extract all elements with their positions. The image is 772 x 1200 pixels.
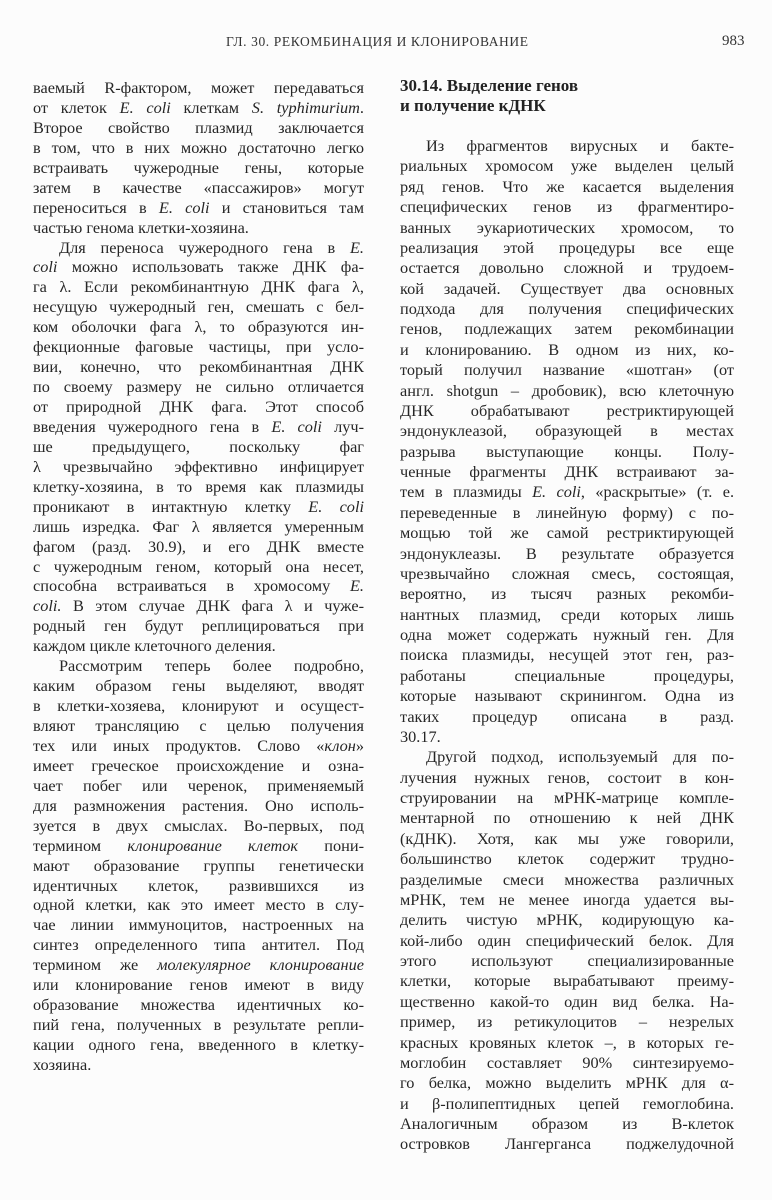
text-segment: кации одного гена, введенного в клетку- [33,1035,364,1054]
text-line [33,198,364,218]
italic-text: E. coli [158,197,210,217]
text-line [400,605,734,625]
text-segment: специфических генов из фрагментиро- [400,197,734,217]
text-line [400,707,734,727]
italic-text: E. [349,237,364,257]
text-segment: островков Лангерганса поджелудочной [400,1134,734,1154]
text-line [33,357,364,377]
text-line [400,279,734,299]
text-segment: и становиться там [209,197,365,217]
text-line [400,849,734,869]
text-line [400,1094,734,1114]
text-segment: струировании на мРНК-матрице компле- [400,788,734,807]
text-line [400,442,734,462]
text-line [400,544,734,564]
text-segment: клетку-хозяина, в то время как плазмиды [33,476,364,496]
text-segment: подхода для получения специфических [400,299,734,318]
text-line [400,401,734,421]
text-segment: торый получил название «шотган» (от [400,360,734,380]
text-line [33,935,364,955]
text-segment: встраивать чужеродные гены, которые [33,157,364,177]
text-line [400,462,734,482]
text-segment: ком оболочки фага λ, то образуются ин- [33,317,364,337]
text-line [33,676,364,696]
text-segment: ментарной по отношению к ней ДНК [400,808,734,828]
text-line [33,218,364,238]
text-segment: » [355,735,364,755]
italic-text: E. [349,576,364,596]
text-segment: Для переноса чужеродного гена в [59,237,350,257]
text-segment: термином же [33,955,158,975]
right-column [400,136,734,1155]
text-segment: мощью той же самой рестриктирующей [400,523,734,543]
text-segment: переведенные в линейную форму) с по- [400,502,734,522]
text-line [400,1053,734,1073]
text-segment: фагом (разд. 30.9), и его ДНК вместе [33,536,364,556]
text-segment: идентичных клеток, развившихся из [33,875,364,895]
text-line [33,576,364,596]
text-segment: затем в качестве «пассажиров» могут [33,177,364,197]
text-line [33,876,364,896]
text-line [400,747,734,767]
text-segment: проникают в интактную клетку [33,496,309,516]
text-segment: по своему размеру не сильно отличается [33,377,364,397]
text-line [400,1073,734,1093]
text-segment: каждом цикле клеточного деления. [33,636,276,656]
text-line [400,482,734,502]
text-line [400,584,734,604]
text-line [33,975,364,995]
text-segment: образование множества идентичных ко- [33,995,364,1015]
text-line [400,971,734,991]
text-line [33,257,364,277]
text-segment: остается довольно сложной и трудоем- [400,258,734,278]
text-segment: Другой подход, используемый для по- [426,747,734,767]
text-line [33,1035,364,1055]
section-heading-line: 30.14. Выделение генов [400,76,579,95]
text-segment: Аналогичным образом из В-клеток [400,1114,734,1133]
text-segment: которые называют скринингом. Одна из [400,686,734,706]
text-segment: В этом случае ДНК фага λ и чуже- [61,596,364,616]
text-segment: и β-полипептидных цепей гемоглобина. [400,1093,734,1113]
text-line [33,138,364,158]
text-line [400,1114,734,1134]
text-segment: делить чистую мРНК, кодирующую ка- [400,910,734,930]
text-line [33,616,364,636]
text-line [33,417,364,437]
text-line [33,297,364,317]
text-segment: разрыва выступающие концы. Полу- [400,441,734,461]
text-line [33,158,364,178]
text-line [33,118,364,138]
text-line [33,736,364,756]
text-segment: ванных эукариотических хромосом, то [400,217,734,237]
text-segment: лучения нужных генов, состоит в кон- [400,767,734,787]
text-line [400,299,734,319]
text-segment: красных кровяных клеток –, в которых ге- [400,1032,734,1052]
text-segment: поиска плазмиды, несущей этот ген, раз- [400,645,734,665]
text-line [33,1015,364,1035]
text-segment: работаны специальные процедуры, [400,665,734,685]
text-line [33,377,364,397]
text-segment: кой-либо один специфический белок. Для [400,930,734,950]
text-line [33,995,364,1015]
text-segment: чрезвычайно сложная смесь, состоящая, [400,563,734,583]
text-segment: и клонированию. В одном из них, ко- [400,339,734,359]
italic-text: coli. [33,596,62,616]
running-head: ГЛ. 30. РЕКОМБИНАЦИЯ И КЛОНИРОВАНИЕ [226,34,529,49]
text-line [400,829,734,849]
italic-text: E. coli [532,482,581,502]
text-segment: ваемый R-фактором, может передаваться [33,78,364,97]
text-line [400,258,734,278]
text-line [33,277,364,297]
text-segment: клеткам [170,97,252,117]
italic-text: E. coli [119,97,171,117]
text-line [400,523,734,543]
text-line [33,816,364,836]
text-segment: способна встраиваться в хромосому [33,576,350,596]
text-line [33,696,364,716]
text-segment: ченные фрагменты ДНК встраивают за- [400,462,734,481]
text-line [400,421,734,441]
paragraph [400,747,734,1155]
text-line [400,156,734,176]
text-line [33,557,364,577]
text-segment: Второе свойство плазмид заключается [33,117,364,137]
text-segment: , «раскрытые» (т. е. [580,482,735,502]
text-segment: для размножения растения. Оно исполь- [33,795,364,815]
text-segment: англ. shotgun – дробовик), всю клеточную [400,380,734,400]
italic-text: молекулярное клонирование [157,955,364,975]
paragraph [33,238,364,657]
text-segment: луч- [321,416,364,436]
text-segment: Из фрагментов вирусных и бакте- [426,136,734,155]
text-line [400,910,734,930]
italic-text: coli [33,257,58,277]
text-segment: риальных хромосом уже выделен целый [400,156,734,176]
text-line [400,788,734,808]
text-segment: синтез определенного типа антител. Под [33,935,364,955]
text-line [400,218,734,238]
text-segment: кой задачей. Существует два основных [400,278,734,298]
text-segment: эндонуклеазой, образующей в местах [400,421,734,441]
text-segment: вляют трансляцию с целью получения [33,716,364,735]
text-segment: от клеток [33,97,120,117]
text-segment: клетки, которые вырабатывают преиму- [400,971,734,991]
text-line [33,856,364,876]
text-segment: пони- [298,835,364,855]
text-segment: мают образование группы генетически [33,855,364,875]
paragraph [33,78,364,238]
text-line [400,319,734,339]
text-line [33,1055,364,1075]
text-segment: ДНК обрабатывают рестриктирующей [400,400,734,420]
text-segment: разделимые смеси множества различных [400,869,734,889]
text-line [33,915,364,935]
text-line [400,951,734,971]
text-segment: одна может содержать нужный ген. Для [400,625,734,644]
italic-text: клон [324,735,356,755]
text-line [400,360,734,380]
text-line [400,1134,734,1154]
text-line [400,1012,734,1032]
italic-text: клонирование клеток [127,835,299,855]
text-segment: частью генома клетки-хозяина. [33,217,249,237]
text-line [33,836,364,856]
text-segment: в клетки-хозяева, клонируют и осущест- [33,696,364,716]
text-segment: ше предыдущего, поскольку фаг [33,436,364,456]
text-segment: мРНК, тем не менее иногда удается вы- [400,889,734,909]
text-line [33,955,364,975]
text-line [33,317,364,337]
text-segment: моглобин составляет 90% синтезируемо- [400,1052,734,1072]
text-line [400,686,734,706]
text-segment: вероятно, из тысяч разных рекомби- [400,584,734,604]
paragraph [33,656,364,1075]
text-line [400,564,734,584]
section-heading-line: и получение кДНК [400,96,546,115]
text-segment: введения чужеродного гена в [33,416,272,436]
text-segment: (кДНК). Хотя, как мы уже говорили, [400,828,734,848]
text-line [33,178,364,198]
text-line [33,78,364,98]
text-segment: чае линии иммуноцитов, настроенных на [33,915,364,935]
paragraph [400,136,734,747]
section-heading [400,76,578,116]
text-segment: зуется в двух смыслах. Во-первых, под [33,815,364,835]
text-line [400,136,734,156]
text-line [33,497,364,517]
text-segment: этого используют специализированные [400,951,734,970]
text-segment: несущую чужеродный ген, смешать с бел- [33,297,364,317]
text-line [400,645,734,665]
text-line [400,768,734,788]
text-segment: вии, конечно, что рекомбинантная ДНК [33,357,364,377]
text-line [400,503,734,523]
text-line [400,992,734,1012]
text-segment: . [359,97,364,117]
text-line [400,625,734,645]
italic-text: E. coli [308,496,364,516]
text-segment: с чужеродным геном, который она несет, [33,556,364,576]
text-segment: от природной ДНК фага. Этот способ [33,397,364,416]
left-column [33,78,364,1075]
text-line [33,517,364,537]
italic-text: S. typhimurium [251,97,360,117]
text-line [400,808,734,828]
text-line [400,727,734,747]
text-segment: чает побег или черенок, применяемый [33,775,364,795]
text-line [400,666,734,686]
text-segment: переноситься в [33,197,159,217]
text-segment: пий гена, полученных в результате репли- [33,1015,364,1035]
text-segment: реализация этой процедуры все еще [400,237,734,257]
text-line [400,340,734,360]
text-segment: Рассмотрим теперь более подробно, [59,656,364,676]
text-line [33,457,364,477]
text-line [33,238,364,258]
text-segment: таких процедур описана в разд. [400,706,734,726]
text-segment: или клонирование генов имеют в виду [33,975,364,995]
text-line [33,776,364,796]
text-segment: можно использовать также ДНК фа- [57,257,364,277]
text-line [33,437,364,457]
text-line [33,477,364,497]
text-line [400,931,734,951]
text-line [33,756,364,776]
text-line [33,98,364,118]
text-line [400,890,734,910]
italic-text: E. coli [271,416,322,436]
text-segment: хозяина. [33,1054,92,1074]
text-line [33,796,364,816]
text-segment: фекционные фаговые частицы, при усло- [33,337,364,357]
text-segment: термином [33,835,128,855]
text-line [33,397,364,417]
text-segment: генов, подлежащих затем рекомбинации [400,319,734,339]
text-line [33,716,364,736]
text-line [33,895,364,915]
text-segment: в том, что в них можно достаточно легко [33,137,364,157]
text-line [400,1033,734,1053]
text-segment: эндонуклеазы. В результате образуется [400,543,734,563]
text-line [33,636,364,656]
text-segment: большинство клеток содержит трудно- [400,849,734,869]
text-segment: имеет греческое происхождение и озна- [33,755,364,775]
text-segment: лишь изредка. Фаг λ является умеренным [33,516,364,536]
text-segment: щественно какой-то один вид белка. На- [400,991,734,1011]
text-line [33,537,364,557]
text-line [33,596,364,616]
text-line [400,238,734,258]
text-segment: родный ген будут реплицироваться при [33,616,364,636]
text-segment: каким образом гены выделяют, вводят [33,676,364,696]
text-segment: ряд генов. Что же касается выделения [400,176,734,196]
text-segment: нантных плазмид, среди которых лишь [400,604,734,624]
text-segment: λ чрезвычайно эффективно инфицирует [33,456,364,476]
text-line [400,381,734,401]
text-segment: одной клетки, как это имеет место в слу- [33,895,364,915]
text-line [400,197,734,217]
text-line [400,177,734,197]
page-number: 983 [722,33,745,49]
text-segment: тем в плазмиды [400,482,533,502]
text-line [33,656,364,676]
text-segment: пример, из ретикулоцитов – незрелых [400,1012,734,1032]
text-segment: го белка, можно выделить мРНК для α- [400,1073,734,1093]
text-line [400,870,734,890]
text-segment: тех или иных продуктов. Слово « [33,735,325,755]
text-segment: 30.17. [400,726,441,746]
text-line [33,337,364,357]
text-segment: га λ. Если рекомбинантную ДНК фага λ, [33,277,364,297]
